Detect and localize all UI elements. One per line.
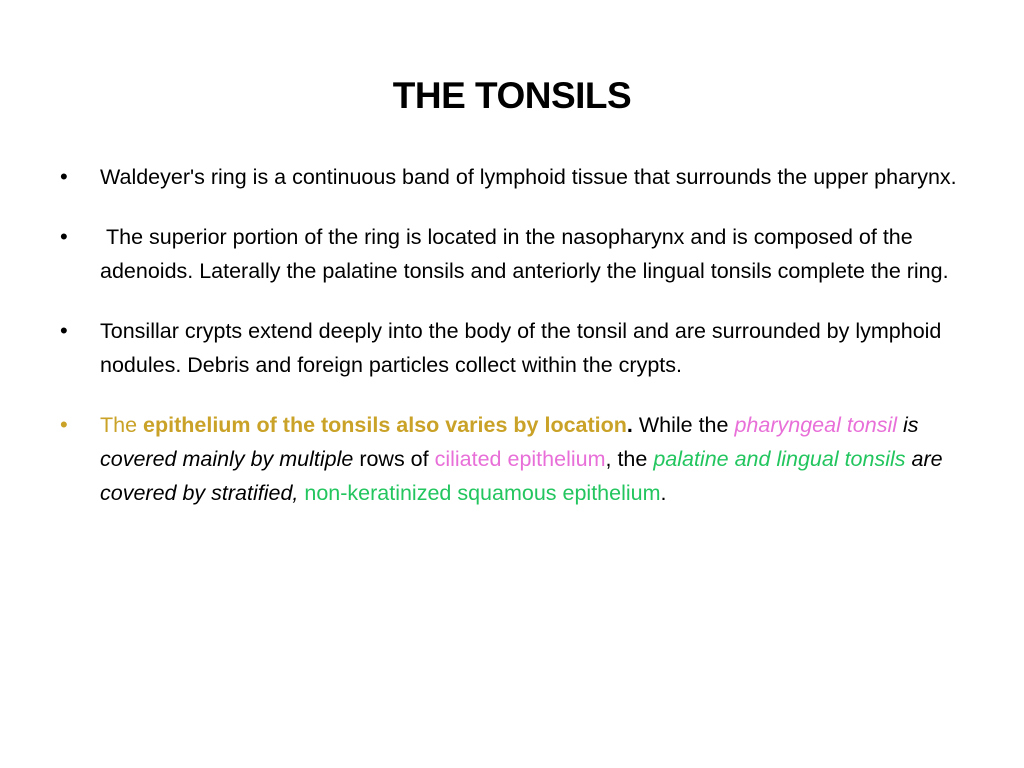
bullet-item: [56, 408, 976, 510]
text-segment: , the: [605, 447, 654, 471]
text-segment: .: [626, 413, 633, 437]
text-segment: The: [100, 413, 144, 437]
text-segment: are covered by stratified,: [100, 447, 949, 505]
text-segment: While the: [632, 413, 735, 437]
text-segment: rows of: [353, 447, 435, 471]
bullet-item: [56, 220, 976, 288]
highlight-squamous-epithelium: non-keratinized squamous epithelium: [304, 481, 661, 505]
bullet-marker: •: [60, 164, 68, 189]
text-segment: .: [660, 481, 667, 505]
bullet-text: Tonsillar crypts extend deeply into the body of the tonsil and are surrounded by lymphoid nodules. Debris and foreign particles collect within the crypts.: [100, 319, 942, 377]
bullet-marker: •: [60, 224, 68, 249]
bullet-item: [56, 160, 976, 194]
bullet-text: Waldeyer's ring is a continuous band of lymphoid tissue that surrounds the upper pharynx.: [100, 165, 957, 189]
highlight-ciliated-epithelium: ciliated epithelium: [434, 447, 606, 471]
highlight-pharyngeal-tonsil: pharyngeal tonsil: [734, 413, 898, 437]
bullet-text: [100, 413, 949, 505]
text-segment: is covered mainly by multiple: [100, 413, 925, 471]
bullet-marker: •: [60, 318, 68, 343]
highlight-epithelium-location: epithelium of the tonsils also varies by location: [143, 413, 627, 437]
bullet-text: The superior portion of the ring is located in the nasopharynx and is composed of the adenoids. Laterally the palatine tonsils and anteriorly the lingual tonsils complete the ring.: [100, 225, 949, 283]
bullet-marker: •: [60, 412, 68, 437]
slide-title: THE TONSILS: [392, 75, 632, 116]
highlight-palatine-lingual-tonsils: palatine and lingual tonsils: [653, 447, 906, 471]
bullet-list: [56, 160, 976, 536]
bullet-item: [56, 314, 976, 382]
